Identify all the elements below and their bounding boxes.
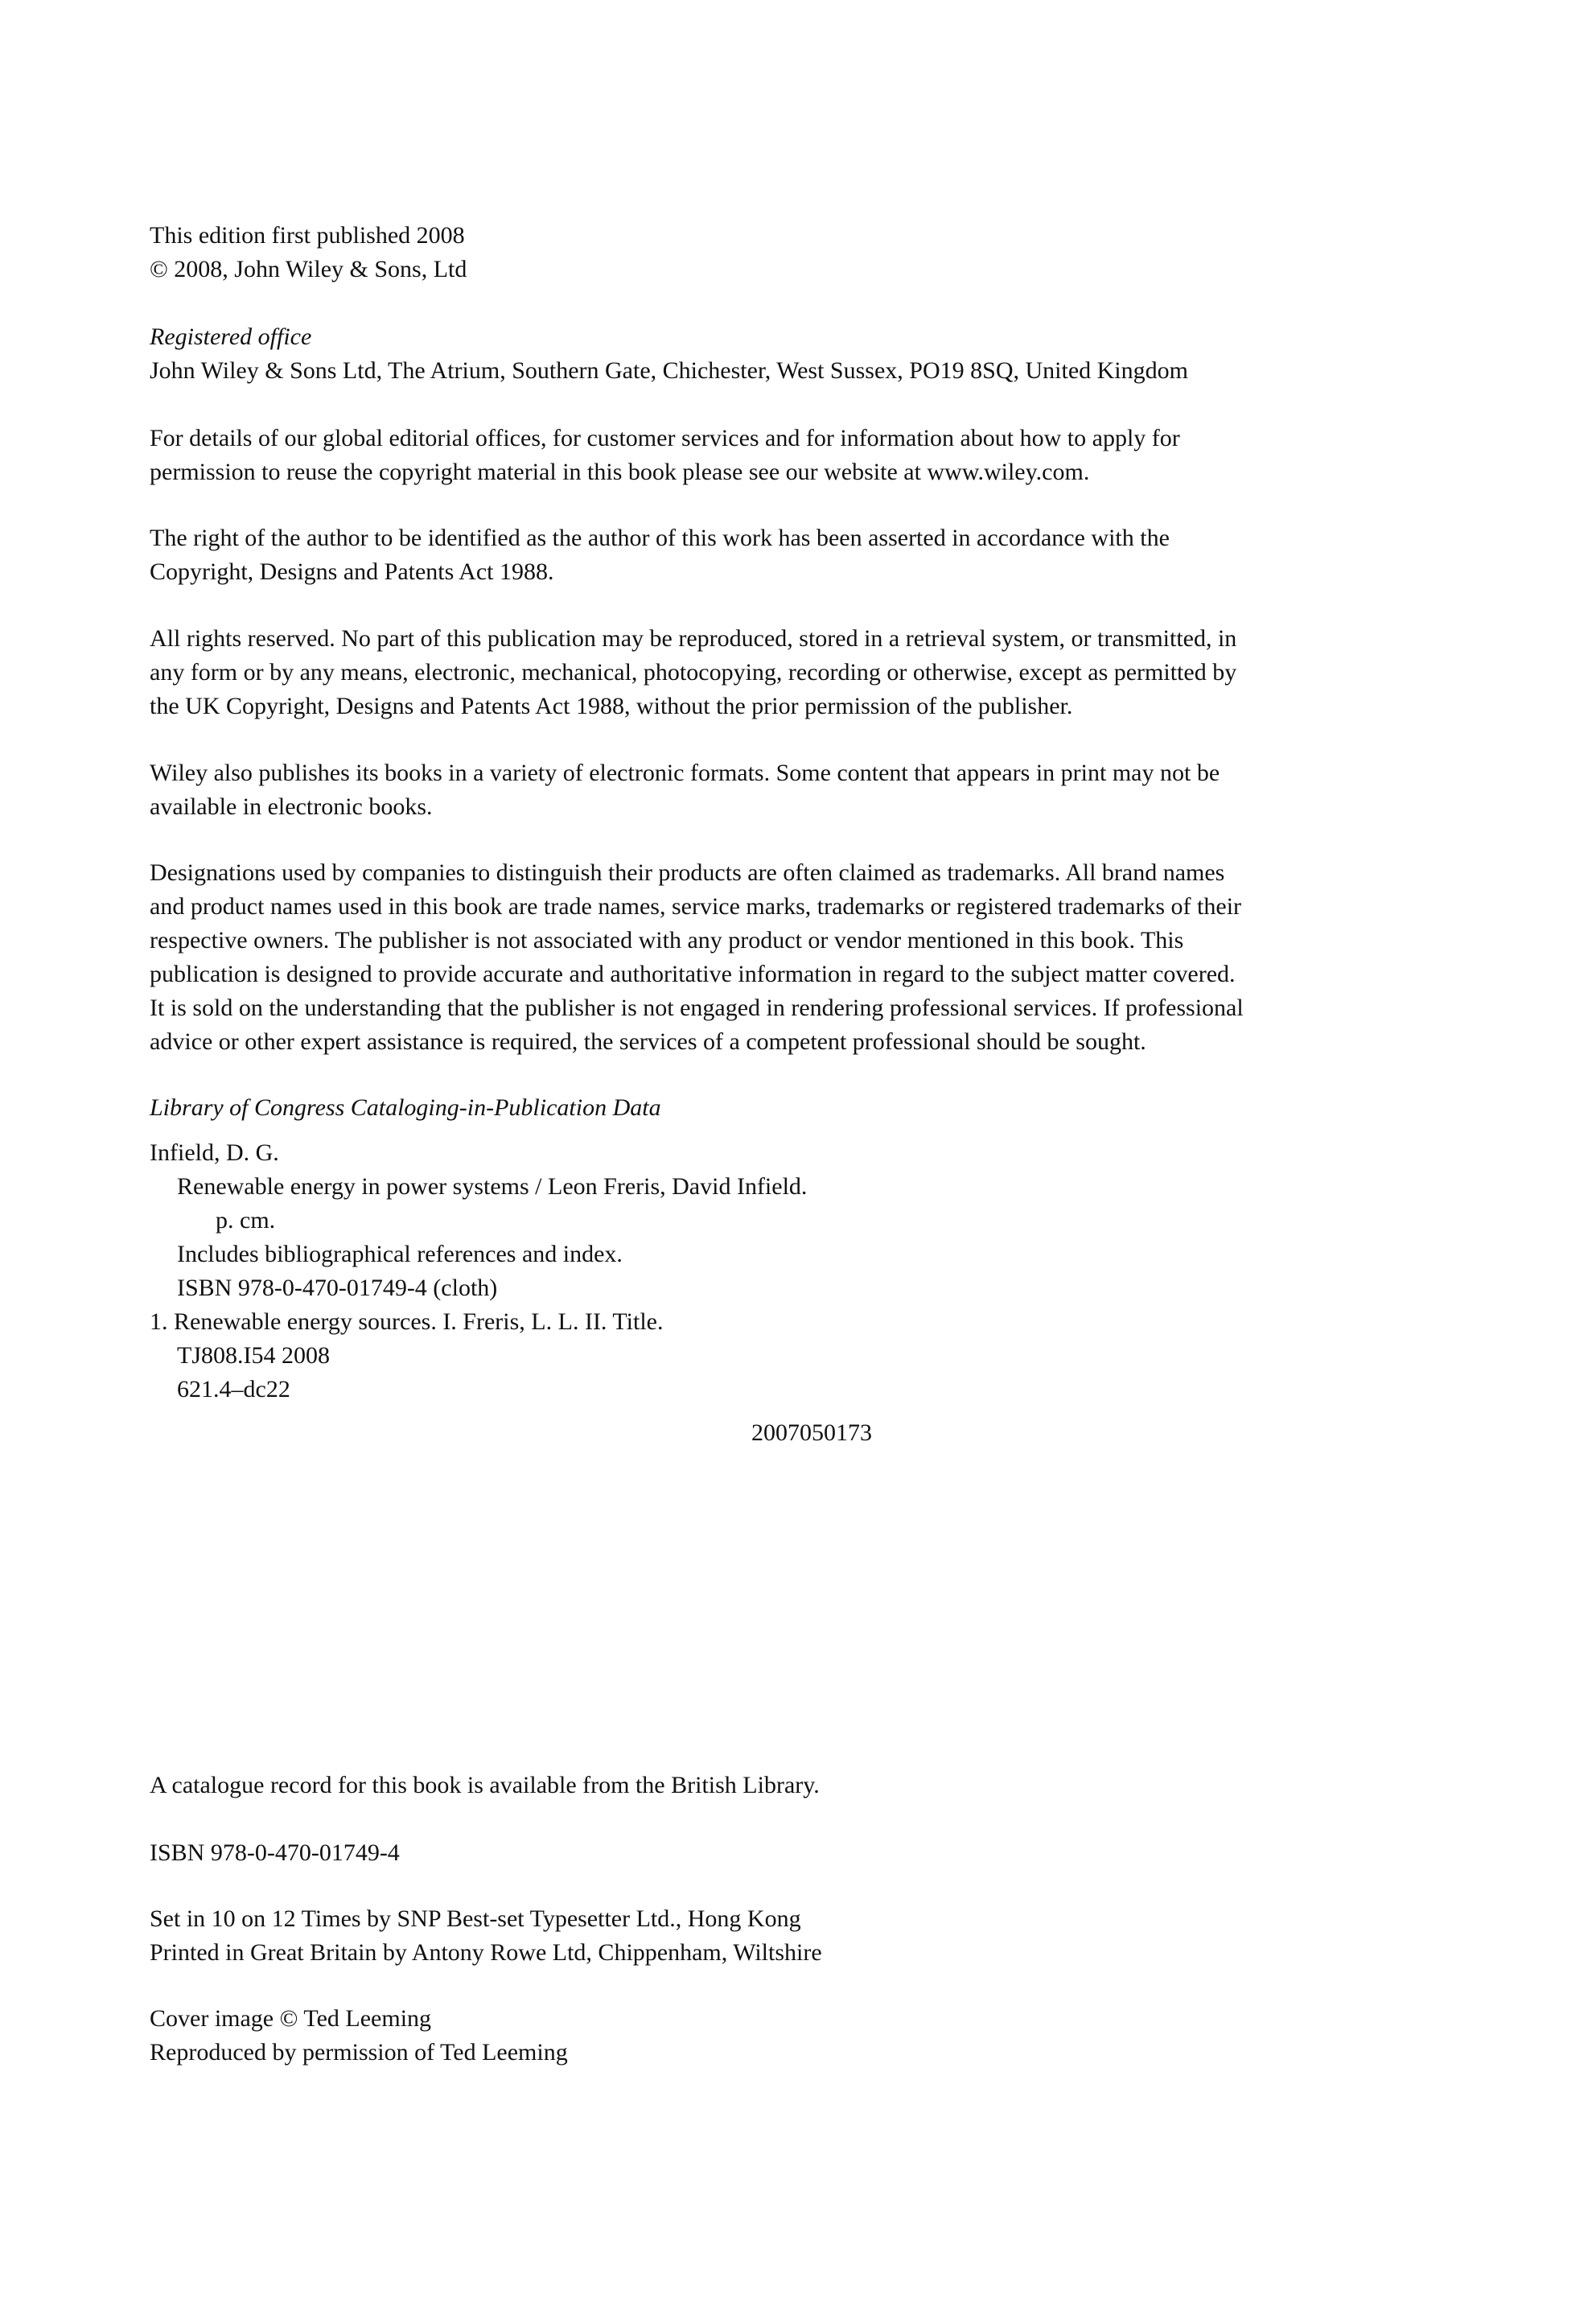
paragraph-line: For details of our global editorial offices, for customer services and for information about how to apply for bbox=[150, 425, 1180, 451]
isbn-block bbox=[150, 1836, 1405, 1870]
cataloging-classification: TJ808.I54 2008 bbox=[177, 1342, 330, 1369]
cataloging-pages: p. cm. bbox=[216, 1207, 276, 1234]
registered-office-block bbox=[150, 320, 1405, 388]
isbn-line: ISBN 978-0-470-01749-4 bbox=[150, 1839, 400, 1866]
cataloging-subjects: 1. Renewable energy sources. I. Freris, L. L. II. Title. bbox=[150, 1308, 664, 1335]
paragraph-line: All rights reserved. No part of this publication may be reproduced, stored in a retrieval system, or transmitted, in bbox=[150, 625, 1237, 652]
paragraph-line: and product names used in this book are trade names, service marks, trademarks or registered trademarks of their bbox=[150, 893, 1242, 920]
paragraph-line: advice or other expert assistance is required, the services of a competent professional should be sought. bbox=[150, 1028, 1146, 1055]
author-rights-paragraph bbox=[150, 521, 1405, 589]
cover-permission: Reproduced by permission of Ted Leeming bbox=[150, 2039, 568, 2066]
paragraph-line: The right of the author to be identified as the author of this work has been asserted in accordance with the bbox=[150, 525, 1170, 551]
rights-reserved-paragraph bbox=[150, 622, 1405, 723]
cataloging-includes: Includes bibliographical references and index. bbox=[177, 1241, 623, 1267]
cataloging-heading: Library of Congress Cataloging-in-Publication Data bbox=[150, 1094, 661, 1121]
designations-paragraph bbox=[150, 856, 1405, 1059]
paragraph-line: Copyright, Designs and Patents Act 1988. bbox=[150, 558, 554, 585]
electronic-formats-paragraph bbox=[150, 756, 1405, 824]
printing-block bbox=[150, 1902, 1405, 1970]
cataloging-title: Renewable energy in power systems / Leon Freris, David Infield. bbox=[177, 1173, 808, 1200]
typesetter-line: Set in 10 on 12 Times by SNP Best-set Typesetter Ltd., Hong Kong bbox=[150, 1905, 801, 1932]
cover-image-credit: Cover image © Ted Leeming bbox=[150, 2005, 432, 2032]
cover-block bbox=[150, 2002, 1405, 2070]
cataloging-isbn: ISBN 978-0-470-01749-4 (cloth) bbox=[177, 1275, 498, 1301]
paragraph-line: the UK Copyright, Designs and Patents Act 1988, without the prior permission of the publisher. bbox=[150, 693, 1073, 719]
cataloging-dewey: 621.4–dc22 bbox=[177, 1376, 290, 1403]
paragraph-line: available in electronic books. bbox=[150, 793, 433, 820]
edition-line: This edition first published 2008 bbox=[150, 222, 465, 249]
british-library-block bbox=[150, 1769, 1405, 1802]
paragraph-line: It is sold on the understanding that the publisher is not engaged in rendering professional services. If professional bbox=[150, 995, 1244, 1021]
paragraph-line: permission to reuse the copyright material in this book please see our website at www.wiley.com. bbox=[150, 459, 1090, 485]
paragraph-line: respective owners. The publisher is not associated with any product or vendor mentioned in this book. This bbox=[150, 927, 1184, 954]
registered-office-address: John Wiley & Sons Ltd, The Atrium, Southern Gate, Chichester, West Sussex, PO19 8SQ, United Kingdom bbox=[150, 357, 1188, 384]
edition-block bbox=[150, 219, 1405, 286]
paragraph-line: Designations used by companies to distinguish their products are often claimed as trademarks. All brand names bbox=[150, 859, 1225, 886]
cataloging-author: Infield, D. G. bbox=[150, 1139, 279, 1166]
paragraph-line: publication is designed to provide accurate and authoritative information in regard to the subject matter covered. bbox=[150, 961, 1236, 987]
details-paragraph bbox=[150, 422, 1405, 489]
registered-office-heading: Registered office bbox=[150, 323, 312, 350]
paragraph-line: any form or by any means, electronic, mechanical, photocopying, recording or otherwise, except as permitted by bbox=[150, 659, 1237, 686]
cataloging-lccn: 2007050173 bbox=[751, 1419, 872, 1446]
cataloging-block bbox=[150, 1091, 1405, 1407]
paragraph-line: Wiley also publishes its books in a variety of electronic formats. Some content that appears in print may not be bbox=[150, 760, 1220, 786]
british-library-note: A catalogue record for this book is available from the British Library. bbox=[150, 1772, 820, 1798]
copyright-line: © 2008, John Wiley & Sons, Ltd bbox=[150, 256, 467, 282]
printer-line: Printed in Great Britain by Antony Rowe Ltd, Chippenham, Wiltshire bbox=[150, 1939, 822, 1966]
